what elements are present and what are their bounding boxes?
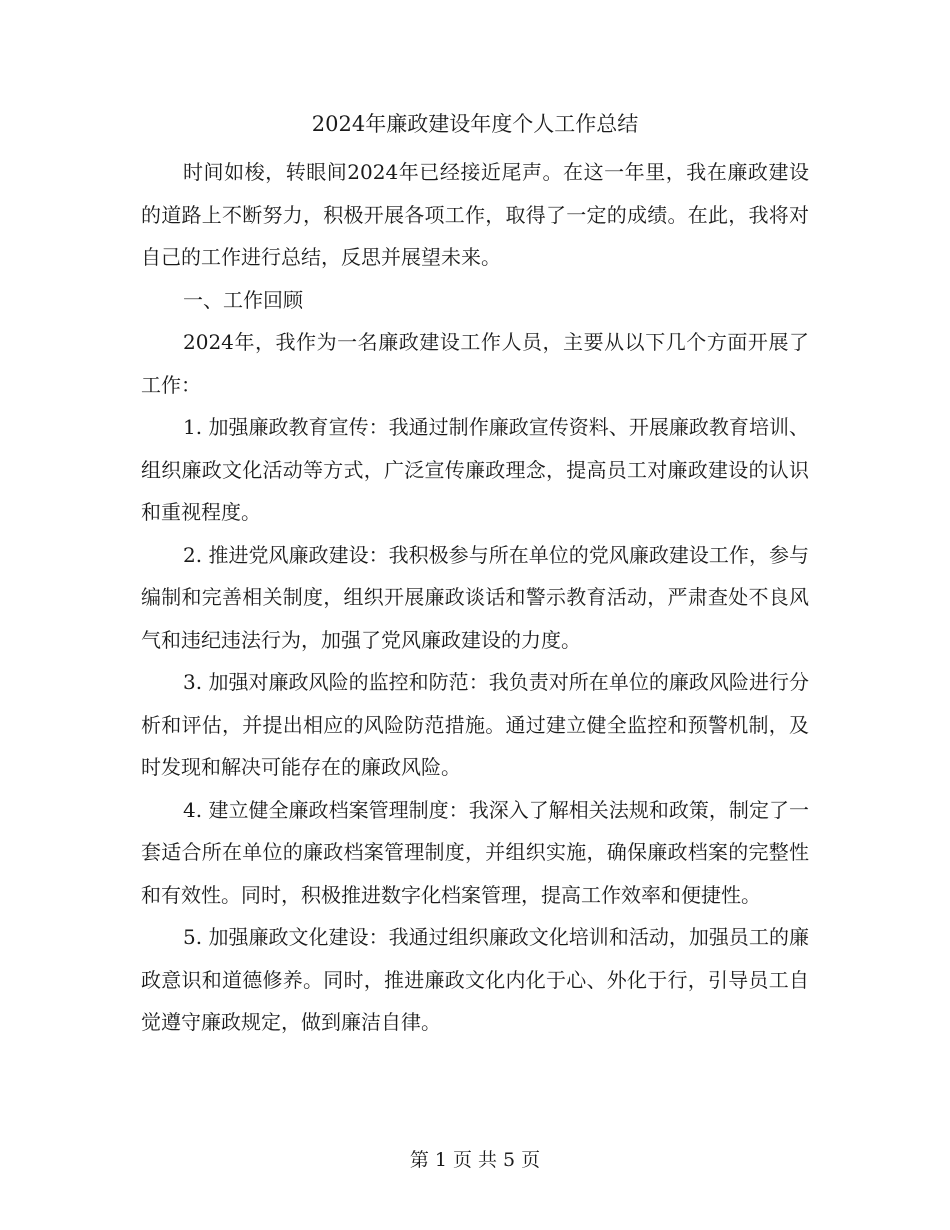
list-item-4: 4. 建立健全廉政档案管理制度：我深入了解相关法规和政策，制定了一套适合所在单位的廉政档案管理制度，并组织实施，确保廉政档案的完整性和有效性。同时，积极推进数字化档案管理，提高工作效率和便捷性。 (141, 797, 809, 907)
section-intro-paragraph: 2024年，我作为一名廉政建设工作人员，主要从以下几个方面开展了工作： (141, 330, 809, 397)
list-item-5: 5. 加强廉政文化建设：我通过组织廉政文化培训和活动，加强员工的廉政意识和道德修养。同时，推进廉政文化内化于心、外化于行，引导员工自觉遵守廉政规定，做到廉洁自律。 (141, 925, 809, 1034)
list-item-1: 1. 加强廉政教育宣传：我通过制作廉政宣传资料、开展廉政教育培训、组织廉政文化活动等方式，广泛宣传廉政理念，提高员工对廉政建设的认识和重视程度。 (141, 415, 809, 524)
section-heading: 一、工作回顾 (183, 287, 303, 312)
document-title: 2024年廉政建设年度个人工作总结 (311, 112, 639, 136)
page-number: 第 1 页 共 5 页 (409, 1149, 541, 1171)
list-item-2: 2. 推进党风廉政建设：我积极参与所在单位的党风廉政建设工作，参与编制和完善相关制度，组织开展廉政谈话和警示教育活动，严肃查处不良风气和违纪违法行为，加强了党风廉政建设的力度。 (141, 542, 809, 652)
intro-paragraph: 时间如梭，转眼间2024年已经接近尾声。在这一年里，我在廉政建设的道路上不断努力，积极开展各项工作，取得了一定的成绩。在此，我将对自己的工作进行总结，反思并展望未来。 (141, 160, 809, 269)
document-body (141, 151, 809, 1044)
list-item-3: 3. 加强对廉政风险的监控和防范：我负责对所在单位的廉政风险进行分析和评估，并提出相应的风险防范措施。通过建立健全监控和预警机制，及时发现和解决可能存在的廉政风险。 (141, 670, 809, 779)
